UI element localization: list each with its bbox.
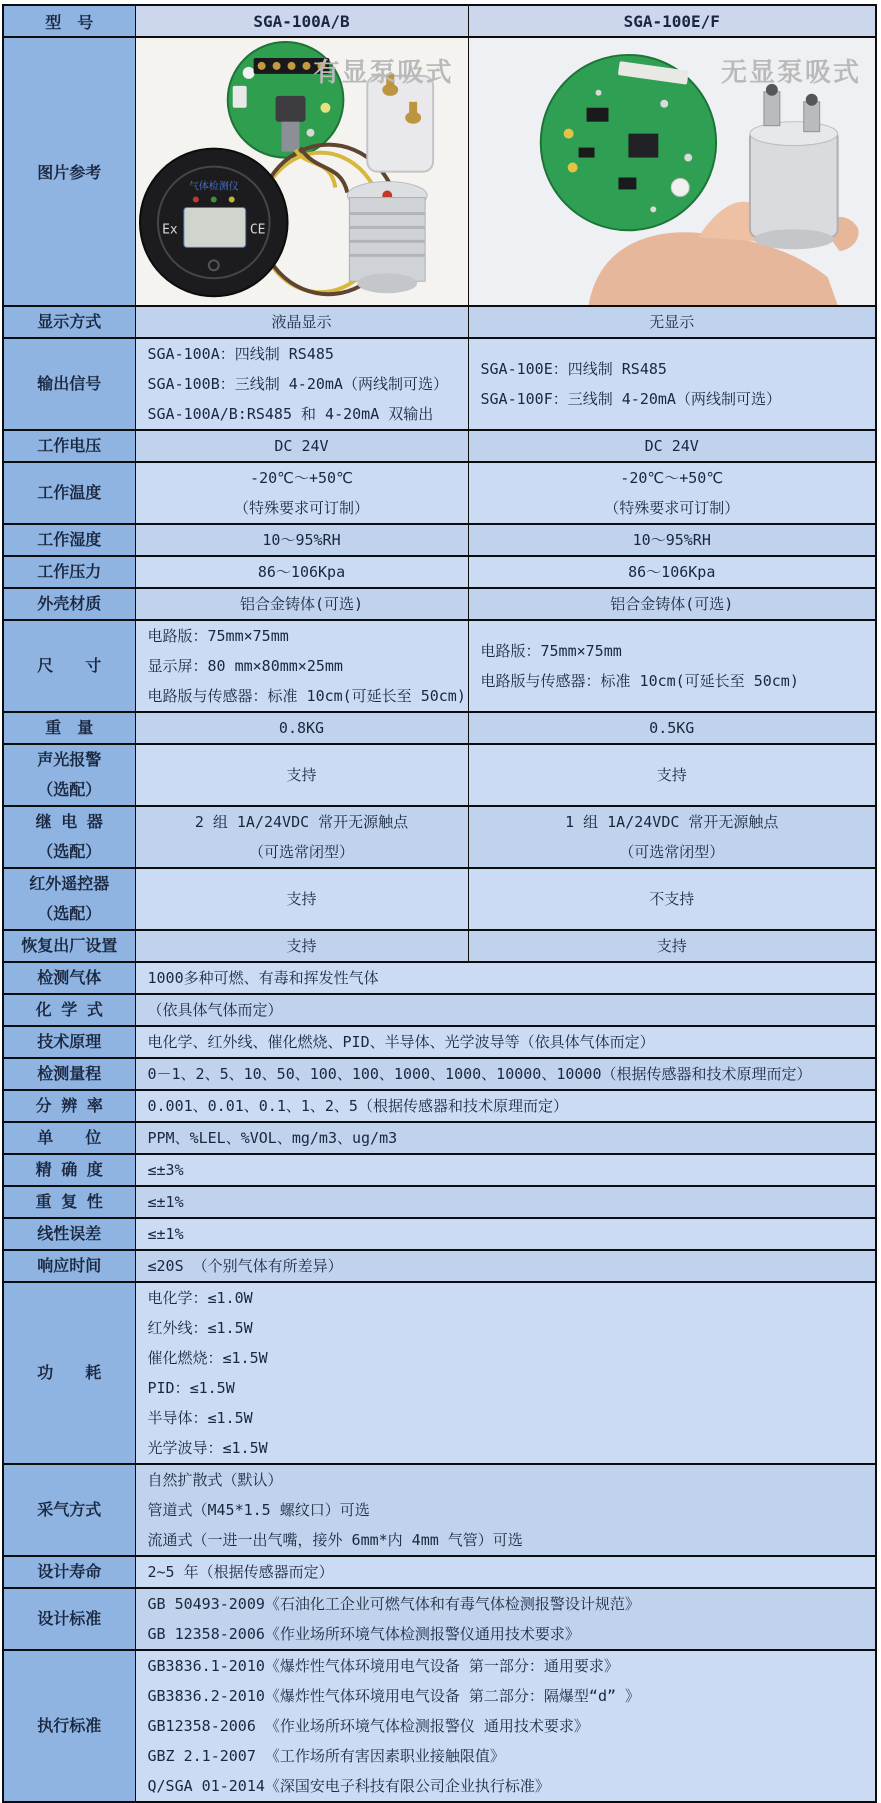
spec-row-label-text: 技术原理 [37,1032,102,1052]
svg-text:气体检测仪: 气体检测仪 [188,181,239,193]
spec-cell-text: Q/SGA 01-2014《深国安电子科技有限公司企业执行标准》 [147,1777,550,1796]
spec-row [3,744,876,806]
spec-cell-text: 86～106Kpa [257,563,346,582]
photo-row-label: 图片参考 [3,37,135,306]
spec-cell [135,1650,876,1802]
spec-cell-text: 电化学、红外线、催化燃烧、PID、半导体、光学波导等（依具体气体而定） [147,1033,655,1052]
spec-cell-text: -20℃～+50℃ [250,469,353,488]
spec-row-label [3,588,135,620]
spec-cell-text: 电路版与传感器：标准 10cm(可延长至 50cm) [480,672,799,691]
spec-cell-text: GB3836.2-2010《爆炸性气体环境用电气设备 第二部分：隔爆型“d” 》 [147,1687,641,1706]
spec-row [3,430,876,462]
spec-row [3,556,876,588]
spec-row-label-text: 分 辨 率 [35,1096,103,1116]
spec-cell-text: （依具体气体而定） [147,1001,283,1020]
spec-row [3,524,876,556]
spec-row-label-text: 功 耗 [37,1363,102,1383]
spec-cell-text: 支持 [656,937,687,956]
spec-row [3,868,876,930]
spec-cell-text: ≤±1% [147,1225,184,1244]
spec-cell [135,930,468,962]
spec-row-label-text: 尺 寸 [37,656,102,676]
spec-cell [135,1556,876,1588]
spec-cell-text: 自然扩散式（默认） [147,1471,283,1490]
spec-cell [135,868,468,930]
spec-cell [135,1186,876,1218]
spec-cell-text: 1000多种可燃、有毒和挥发性气体 [147,969,379,988]
watermark-left: 有显泵吸式 [313,58,454,88]
spec-cell-text: 0－1、2、5、10、50、100、100、1000、1000、10000、10000（根据传感器和技术原理而定） [147,1065,812,1084]
spec-cell [135,1464,876,1556]
watermark-right: 无显泵吸式 [720,58,861,88]
spec-cell [135,1122,876,1154]
spec-row [3,930,876,962]
spec-cell-text: 0.001、0.01、0.1、1、2、5（根据传感器和技术原理而定） [147,1097,568,1116]
spec-row-label [3,338,135,430]
spec-cell [135,338,468,430]
spec-cell-text: GBZ 2.1-2007 《工作场所有害因素职业接触限值》 [147,1747,505,1766]
sensor-cylinder-bottom-illustration [347,182,427,294]
spec-row-label-text: 恢复出厂设置 [21,936,118,956]
spec-cell-text: 管道式（M45*1.5 螺纹口）可选 [147,1501,370,1520]
spec-cell-text: 红外线：≤1.5W [147,1319,253,1338]
spec-cell [468,338,876,430]
spec-row-label [3,806,135,868]
spec-row-label-text: 红外遥控器 [29,874,110,894]
spec-cell-text: 电路版：75mm×75mm [480,642,622,661]
spec-cell-text: 1 组 1A/24VDC 常开无源触点 [565,813,779,832]
spec-cell [135,1026,876,1058]
spec-cell-text: 2 组 1A/24VDC 常开无源触点 [194,813,409,832]
spec-row-label [3,1090,135,1122]
spec-cell-text: 显示屏：80 mm×80mm×25mm [147,657,343,676]
spec-row-label-text: 工作压力 [37,562,102,582]
spec-row-label [3,524,135,556]
spec-cell [468,524,876,556]
spec-row [3,338,876,430]
spec-cell-text: PID：≤1.5W [147,1379,235,1398]
spec-row-label-text: 外壳材质 [37,594,102,614]
spec-cell [468,620,876,712]
spec-cell [468,806,876,868]
spec-row [3,1464,876,1556]
spec-row-label [3,1250,135,1282]
model-header-label: 型 号 [3,5,135,37]
spec-row-label-text: 设计寿命 [37,1562,102,1582]
spec-row-label [3,556,135,588]
spec-row [3,1250,876,1282]
spec-row [3,1154,876,1186]
spec-row-label-text: 检测气体 [37,968,102,988]
spec-cell-text: （特殊要求可订制） [604,499,740,518]
spec-cell [135,1250,876,1282]
spec-sheet [0,4,881,1803]
spec-cell [135,1588,876,1650]
spec-cell [135,462,468,524]
spec-row-label [3,744,135,806]
spec-row-label [3,1464,135,1556]
spec-cell-text: GB3836.1-2010《爆炸性气体环境用电气设备 第一部分：通用要求》 [147,1657,619,1676]
spec-cell-text: 光学波导：≤1.5W [147,1439,268,1458]
product-photo-sga100ef [468,37,876,306]
spec-cell-text: 不支持 [649,890,695,909]
spec-cell-text: 支持 [286,766,317,785]
spec-cell-text: GB 12358-2006《作业场所环境气体检测报警仪通用技术要求》 [147,1625,580,1644]
spec-cell [135,306,468,338]
spec-row-label [3,1058,135,1090]
spec-cell [135,430,468,462]
spec-cell-text: 电路版：75mm×75mm [147,627,289,646]
spec-row-label [3,712,135,744]
spec-cell [468,430,876,462]
spec-cell-text: DC 24V [644,437,699,456]
spec-cell [468,744,876,806]
spec-cell-text: GB 50493-2009《石油化工企业可燃气体和有毒气体检测报警设计规范》 [147,1595,640,1614]
spec-row [3,1556,876,1588]
spec-row-label-text: 精 确 度 [35,1160,103,1180]
spec-cell-text: 流通式（一进一出气嘴，接外 6mm*内 4mm 气管）可选 [147,1531,523,1550]
spec-cell [135,806,468,868]
spec-row [3,1282,876,1464]
spec-row-label-text: 输出信号 [37,374,102,394]
svg-text:Ex: Ex [161,222,178,238]
spec-cell [468,462,876,524]
spec-cell-text: （可选常闭型） [248,843,354,862]
pcb-board-illustration [540,55,715,230]
spec-cell [468,306,876,338]
spec-cell-text: PPM、%LEL、%VOL、mg/m3、ug/m3 [147,1129,398,1148]
spec-cell [135,962,876,994]
spec-row-label [3,1588,135,1650]
spec-row [3,994,876,1026]
spec-row-label-text: 设计标准 [37,1609,102,1629]
spec-row-label [3,1026,135,1058]
pcb-board-illustration [227,42,343,158]
spec-row-label [3,620,135,712]
spec-cell-text: 催化燃烧：≤1.5W [147,1349,268,1368]
spec-cell [468,712,876,744]
spec-row [3,1588,876,1650]
gauge-illustration [139,149,287,297]
spec-row [3,462,876,524]
spec-row-label [3,430,135,462]
spec-row-label-text: 重 复 性 [35,1192,103,1212]
spec-cell-text: ≤20S （个别气体有所差异） [147,1257,343,1276]
spec-row-label-text: 重 量 [45,718,94,738]
product-photo-sga100ab [135,37,468,306]
spec-row [3,806,876,868]
spec-row [3,1026,876,1058]
spec-row-label [3,994,135,1026]
spec-row-label [3,1650,135,1802]
spec-cell-text: 铝合金铸体(可选) [239,595,364,614]
spec-row-sublabel-text: （选配） [37,842,102,862]
spec-cell [135,994,876,1026]
spec-row-label-text: 显示方式 [37,312,102,332]
spec-cell-text: 0.8KG [278,719,325,738]
spec-cell-text: 电路版与传感器：标准 10cm(可延长至 50cm) [147,687,466,706]
spec-cell [135,1154,876,1186]
spec-row-label-text: 化 学 式 [35,1000,103,1020]
spec-row-label [3,962,135,994]
spec-cell-text: 支持 [286,890,317,909]
spec-row-label [3,1218,135,1250]
spec-cell-text: GB12358-2006 《作业场所环境气体检测报警仪 通用技术要求》 [147,1717,589,1736]
spec-cell [468,556,876,588]
spec-cell-text: 支持 [656,766,687,785]
spec-cell-text: （可选常闭型） [619,843,725,862]
spec-table [2,4,877,1803]
spec-row [3,1218,876,1250]
spec-cell-text: 液晶显示 [271,313,332,332]
spec-cell-text: 半导体：≤1.5W [147,1409,253,1428]
spec-cell-text: 支持 [286,937,317,956]
spec-cell [135,744,468,806]
spec-cell-text: SGA-100E：四线制 RS485 [480,360,667,379]
photo-illustration-right [469,38,876,305]
spec-cell [468,588,876,620]
spec-cell [468,930,876,962]
spec-cell-text: 0.5KG [649,719,695,738]
spec-cell-text: SGA-100A：四线制 RS485 [147,345,334,364]
spec-row-label [3,1282,135,1464]
spec-row-label-text: 检测量程 [37,1064,102,1084]
spec-cell [135,588,468,620]
spec-cell [135,712,468,744]
spec-row-sublabel-text: （选配） [37,904,102,924]
spec-row-label-text: 单 位 [37,1128,102,1148]
spec-cell [135,1282,876,1464]
spec-row [3,306,876,338]
spec-cell [135,1218,876,1250]
spec-row-label [3,306,135,338]
spec-cell-text: ≤±1% [147,1193,184,1212]
spec-row-label-text: 采气方式 [37,1500,102,1520]
spec-cell-text: DC 24V [274,437,329,456]
spec-row-label-text: 继 电 器 [35,812,103,832]
spec-row-label-text: 执行标准 [37,1716,102,1736]
spec-row-label-text: 工作湿度 [37,530,102,550]
spec-row [3,1122,876,1154]
spec-row-label-text: 线性误差 [37,1224,102,1244]
spec-row-label [3,1186,135,1218]
spec-cell-text: SGA-100F：三线制 4-20mA（两线制可选） [480,390,781,409]
model-header-row [3,5,876,37]
spec-cell-text: 无显示 [649,313,695,332]
svg-text:CE: CE [249,222,265,238]
spec-row-label-text: 声光报警 [37,750,102,770]
spec-row-label [3,1556,135,1588]
spec-row [3,1058,876,1090]
spec-cell-text: 86～106Kpa [628,563,716,582]
spec-cell [135,1090,876,1122]
spec-cell-text: SGA-100A/B:RS485 和 4-20mA 双输出 [147,405,434,424]
photo-illustration-left [136,38,468,305]
spec-row [3,962,876,994]
spec-cell [135,556,468,588]
spec-row-sublabel-text: （选配） [37,780,102,800]
spec-cell-text: 铝合金铸体(可选) [610,595,734,614]
spec-cell [135,1058,876,1090]
spec-row-label-text: 工作温度 [37,483,102,503]
spec-cell-text: 电化学：≤1.0W [147,1289,253,1308]
spec-cell [135,524,468,556]
photo-row [3,37,876,306]
spec-row-label [3,1122,135,1154]
spec-row [3,1186,876,1218]
sensor-cylinder-top-illustration [367,74,433,172]
spec-cell [135,620,468,712]
spec-row-label [3,462,135,524]
spec-row [3,712,876,744]
spec-row [3,620,876,712]
spec-row-label-text: 工作电压 [37,436,102,456]
spec-row [3,1090,876,1122]
model-header-sga100ab: SGA-100A/B [135,5,468,37]
spec-cell [468,868,876,930]
spec-cell-text: 10～95%RH [262,531,341,550]
spec-cell-text: 10～95%RH [632,531,711,550]
spec-row-label [3,1154,135,1186]
spec-cell-text: -20℃～+50℃ [620,469,724,488]
spec-row-label [3,930,135,962]
spec-cell-text: ≤±3% [147,1161,184,1180]
spec-row-label-text: 响应时间 [37,1256,102,1276]
model-header-sga100ef: SGA-100E/F [468,5,876,37]
spec-cell-text: （特殊要求可订制） [233,499,369,518]
spec-cell-text: SGA-100B：三线制 4-20mA（两线制可选） [147,375,448,394]
spec-row-label [3,868,135,930]
spec-row [3,1650,876,1802]
spec-cell-text: 2~5 年（根据传感器而定） [147,1563,334,1582]
spec-row [3,588,876,620]
